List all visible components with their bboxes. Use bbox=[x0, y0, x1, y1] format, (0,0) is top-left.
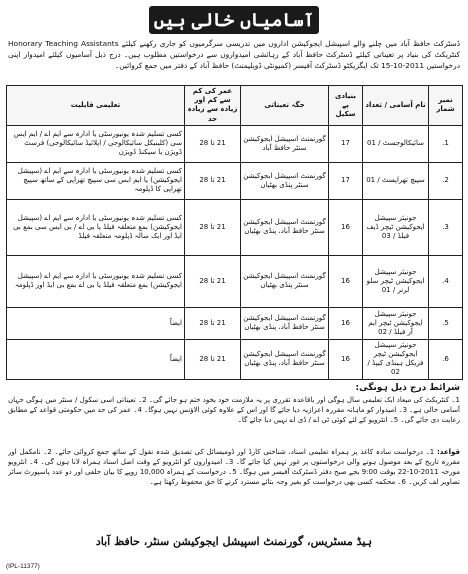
cell-scale: 16 bbox=[329, 199, 363, 255]
reference-code: (IPL-11377) bbox=[6, 563, 40, 570]
cell-post: جونیئر سپیشل ایجوکیشن ٹیچر فزیکل ہینڈی کیپڈ / 02 bbox=[363, 339, 429, 379]
cell-serial: 4. bbox=[429, 255, 463, 307]
header-qualification: تعلیمی قابلیت bbox=[7, 86, 185, 126]
cell-qualification: کسی تسلیم شدہ یونیورسٹی یا ادارہ سے ایم اے (سپیشل ایجوکیشن) بمع متعلقہ فیلڈ یا بی اے / بی ایس سی بمع بی ایڈ اور ایک سالہ ڈپلومہ متعلقہ فیلڈ bbox=[7, 199, 185, 255]
table-header-row bbox=[7, 86, 463, 126]
cell-post: سپیچ تھراپسٹ / 01 bbox=[363, 162, 429, 199]
vacancies-table bbox=[6, 85, 463, 380]
cell-age: 21 تا 28 bbox=[185, 255, 241, 307]
header-scale: بنیادی پے سکیل bbox=[329, 86, 363, 126]
cell-serial: 3. bbox=[429, 199, 463, 255]
cell-serial: 2. bbox=[429, 162, 463, 199]
header-age: عمر کی کم سے کم اور زیادہ سے زیادہ حد bbox=[185, 86, 241, 126]
cell-age: 21 تا 28 bbox=[185, 307, 241, 339]
cell-place: گورنمنٹ اسپیشل ایجوکیشن سنٹر پنڈی بھٹیاں bbox=[241, 255, 329, 307]
cell-qualification: ایضاً bbox=[7, 307, 185, 339]
cell-place: گورنمنٹ اسپیشل ایجوکیشن سنٹر حافظ آباد bbox=[241, 125, 329, 162]
table-row bbox=[7, 199, 463, 255]
header-place: جگہ تعیناتی bbox=[241, 86, 329, 126]
cell-post: جونیئر سپیشل ایجوکیشن ٹیچر سلو لرنر / 01 bbox=[363, 255, 429, 307]
cell-serial: 6. bbox=[429, 339, 463, 379]
cell-scale: 16 bbox=[329, 307, 363, 339]
cell-post: جونیئر سپیشل ایجوکیشن ٹیچر ڈیف فیلڈ / 03 bbox=[363, 199, 429, 255]
table-row bbox=[7, 255, 463, 307]
cell-place: گورنمنٹ اسپیشل ایجوکیشن سنٹر حافظ آباد، پنڈی بھٹیاں bbox=[241, 307, 329, 339]
cell-serial: 5. bbox=[429, 307, 463, 339]
table-row bbox=[7, 339, 463, 379]
cell-qualification: کسی تسلیم شدہ یونیورسٹی یا ادارہ سے ایم اے / ایم ایس سی (کلینیکل سائیکالوجی / اپلائیڈ سائیکالوجی) فرسٹ ڈویژن یا سیکنڈ ڈویژن bbox=[7, 125, 185, 162]
cell-serial: 1. bbox=[429, 125, 463, 162]
cell-scale: 17 bbox=[329, 125, 363, 162]
title-banner: آسامیاں خالی ہیں bbox=[149, 6, 319, 34]
header-post: نام آسامی / تعداد bbox=[363, 86, 429, 126]
conditions-text: 1۔ کنٹریکٹ کی میعاد ایک تعلیمی سال ہوگی اور باقاعدہ تقرری پر یہ ملازمت خود بخود ختم ہو جائے گی۔ 2۔ تعیناتی اسی سکول / سنٹر میں ہوگی جہاں آسامی خالی ہے۔ 3۔ امیدوار کو ماہانہ مقررہ اعزازیہ دیا جائے گا اور اس کے علاوہ کوئی الاؤنس نہیں ہوگا۔ 4۔ عمر کی حد میں حکومتی قواعد کے مطابق رعایت دی جائے گی۔ 5۔ انٹرویو کے لئے کوئی ٹی اے / ڈی اے نہیں دیا جائے گا۔ bbox=[8, 395, 460, 424]
cell-post: سائیکالوجسٹ / 01 bbox=[363, 125, 429, 162]
cell-scale: 17 bbox=[329, 162, 363, 199]
cell-qualification: کسی تسلیم شدہ یونیورسٹی یا ادارہ سے ایم اے (سپیشل ایجوکیشن) یا ایم ایس سی سپیچ تھراپی کے ساتھ سپیچ تھراپی کا ڈپلومہ bbox=[7, 162, 185, 199]
cell-place: گورنمنٹ اسپیشل ایجوکیشن سنٹر پنڈی بھٹیاں bbox=[241, 162, 329, 199]
cell-qualification: ایضاً bbox=[7, 339, 185, 379]
cell-post: جونیئر سپیشل ایجوکیشن ٹیچر ایم آر فیلڈ / 02 bbox=[363, 307, 429, 339]
cell-place: گورنمنٹ اسپیشل ایجوکیشن سنٹر حافظ آباد، پنڈی بھٹیاں bbox=[241, 199, 329, 255]
header-serial: نمبر شمار bbox=[429, 86, 463, 126]
issuer-signature-line: ہیڈ مسٹریس، گورنمنٹ اسپیشل ایجوکیشن سنٹر، حافظ آباد bbox=[95, 534, 373, 548]
cell-place: گورنمنٹ اسپیشل ایجوکیشن سنٹر حافظ آباد، پنڈی بھٹیاں bbox=[241, 339, 329, 379]
cell-scale: 16 bbox=[329, 339, 363, 379]
rules-section bbox=[8, 447, 460, 529]
cell-age: 21 تا 28 bbox=[185, 199, 241, 255]
cell-age: 21 تا 28 bbox=[185, 162, 241, 199]
cell-qualification: کسی تسلیم شدہ یونیورسٹی یا ادارہ سے ایم اے (سپیشل ایجوکیشن) بمع متعلقہ فیلڈ یا بی اے بمع بی ایڈ اور ڈپلومہ bbox=[7, 255, 185, 307]
intro-paragraph: ڈسٹرکٹ حافظ آباد میں چلنے والے اسپیشل ایجوکیشن اداروں میں تدریسی سرگرمیوں کو جاری رکھنے کیلئے Honorary Teaching Assistants کنٹریکٹ کی بنیاد پر تعیناتی کیلئے ڈسٹرکٹ حافظ آباد کے رہائشی امیدواروں سے درخواستیں مطلوب ہیں۔ درج ذیل آسامیوں کیلئے امیدوار اپنی درخواستیں 2011-10-15 تک ایگزیکٹو ڈسٹرکٹ آفیسر (کمیونٹی ڈویلپمنٹ) حافظ آباد کے دفتر میں جمع کروائیں۔ bbox=[8, 39, 460, 70]
table-row bbox=[7, 162, 463, 199]
table-row bbox=[7, 125, 463, 162]
conditions-heading: شرائط درج ذیل ہونگی: bbox=[355, 382, 460, 393]
rules-text: 1۔ درخواست سادہ کاغذ پر ہمراہ تعلیمی اسناد، شناختی کارڈ اور ڈومیسائل کی تصدیق شدہ نقول کے ساتھ جمع کروائی جائے۔ 2۔ نامکمل اور مقررہ تاریخ کے بعد موصول ہونے والی درخواستوں پر غور نہیں کیا جائے گا۔ 3۔ امیدواروں کو انٹرویو کے وقت اصل اسناد ہمراہ لانا ہوں گی۔ 4۔ انٹرویو مورخہ 2011-10-22 بوقت 9:00 بجے صبح دفتر ڈسٹرکٹ آفیسر میں ہوگا۔ 5۔ درخواست کے ہمراہ 10,000 روپے کا بیان حلفی اور دو عدد پاسپورٹ سائز تصاویر لف کریں۔ 6۔ محکمہ کسی بھی درخواست کو بغیر وجہ بتائے مسترد کرنے کا حق محفوظ رکھتا ہے۔ bbox=[8, 447, 460, 486]
table-row bbox=[7, 307, 463, 339]
cell-age: 21 تا 28 bbox=[185, 339, 241, 379]
cell-scale: 16 bbox=[329, 255, 363, 307]
rules-heading: قواعد: bbox=[437, 447, 460, 456]
cell-age: 21 تا 28 bbox=[185, 125, 241, 162]
